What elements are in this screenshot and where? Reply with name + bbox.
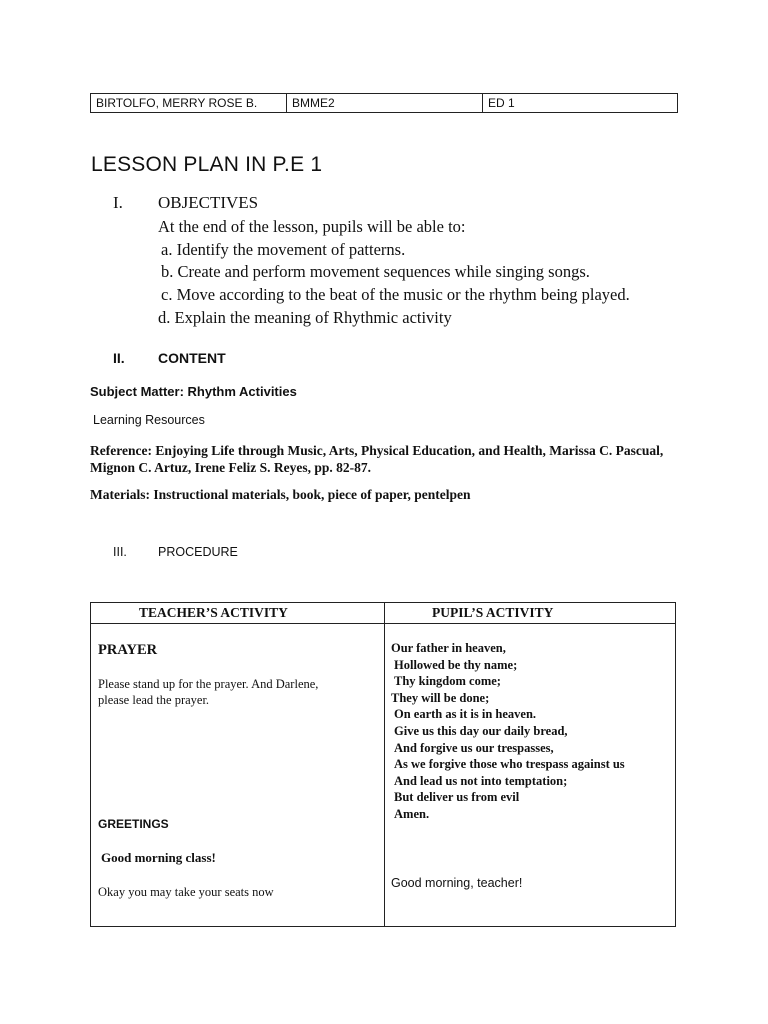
teacher-prayer-line-1: Please stand up for the prayer. And Darlene, <box>98 677 319 691</box>
prayer-line: They will be done; <box>391 690 490 705</box>
learning-resources: Learning Resources <box>93 413 205 427</box>
teacher-seats-instruction: Okay you may take your seats now <box>98 885 274 899</box>
table-header-divider <box>91 623 675 624</box>
objectives-number: I. <box>113 193 123 212</box>
student-info-table <box>90 93 678 113</box>
prayer-line: Thy kingdom come; <box>394 674 501 689</box>
pupil-prayer <box>391 640 625 823</box>
prayer-line: As we forgive those who trespass against us <box>394 757 625 772</box>
objective-item-d: d. Explain the meaning of Rhythmic activity <box>158 308 452 327</box>
teacher-prayer-title: PRAYER <box>98 642 158 658</box>
prayer-line: Amen. <box>394 806 430 821</box>
page-title: LESSON PLAN IN P.E 1 <box>91 153 323 176</box>
pupil-greeting: Good morning, teacher! <box>391 876 523 890</box>
course-code: BMME2 <box>286 94 482 112</box>
prayer-line: And lead us not into temptation; <box>394 773 568 788</box>
teacher-greeting: Good morning class! <box>101 850 216 865</box>
materials-line: Materials: Instructional materials, book, piece of paper, pentelpen <box>90 487 471 502</box>
teacher-greetings-title: GREETINGS <box>98 817 169 831</box>
objective-item-c: c. Move according to the beat of the music or the rhythm being played. <box>161 285 630 304</box>
content-number: II. <box>113 350 125 366</box>
procedure-heading: PROCEDURE <box>158 545 238 559</box>
prayer-line: Hollowed be thy name; <box>394 657 518 672</box>
reference-line-1: Reference: Enjoying Life through Music, Arts, Physical Education, and Health, Marissa C. Pascual, <box>90 443 664 458</box>
prayer-line: But deliver us from evil <box>394 790 520 805</box>
procedure-number: III. <box>113 545 127 559</box>
reference-line-2: Mignon C. Artuz, Irene Feliz S. Reyes, pp. 82-87. <box>90 460 371 475</box>
prayer-line: And forgive us our trespasses, <box>394 740 554 755</box>
objectives-intro: At the end of the lesson, pupils will be able to: <box>158 217 466 236</box>
activity-table <box>90 602 676 927</box>
table-column-divider <box>384 603 385 926</box>
objective-item-a: a. Identify the movement of patterns. <box>161 240 406 259</box>
pupil-activity-header: PUPIL’S ACTIVITY <box>432 605 554 620</box>
prayer-line: On earth as it is in heaven. <box>394 707 537 722</box>
section-code: ED 1 <box>482 94 677 112</box>
subject-matter: Subject Matter: Rhythm Activities <box>90 384 297 399</box>
teacher-prayer-line-2: please lead the prayer. <box>98 693 210 707</box>
objective-item-b: b. Create and perform movement sequences while singing songs. <box>161 262 590 281</box>
prayer-line: Give us this day our daily bread, <box>394 723 568 738</box>
prayer-line: Our father in heaven, <box>391 641 506 655</box>
content-heading: CONTENT <box>158 350 226 366</box>
teacher-activity-header: TEACHER’S ACTIVITY <box>139 605 288 620</box>
objectives-heading: OBJECTIVES <box>158 193 259 212</box>
student-name: BIRTOLFO, MERRY ROSE B. <box>96 96 258 110</box>
